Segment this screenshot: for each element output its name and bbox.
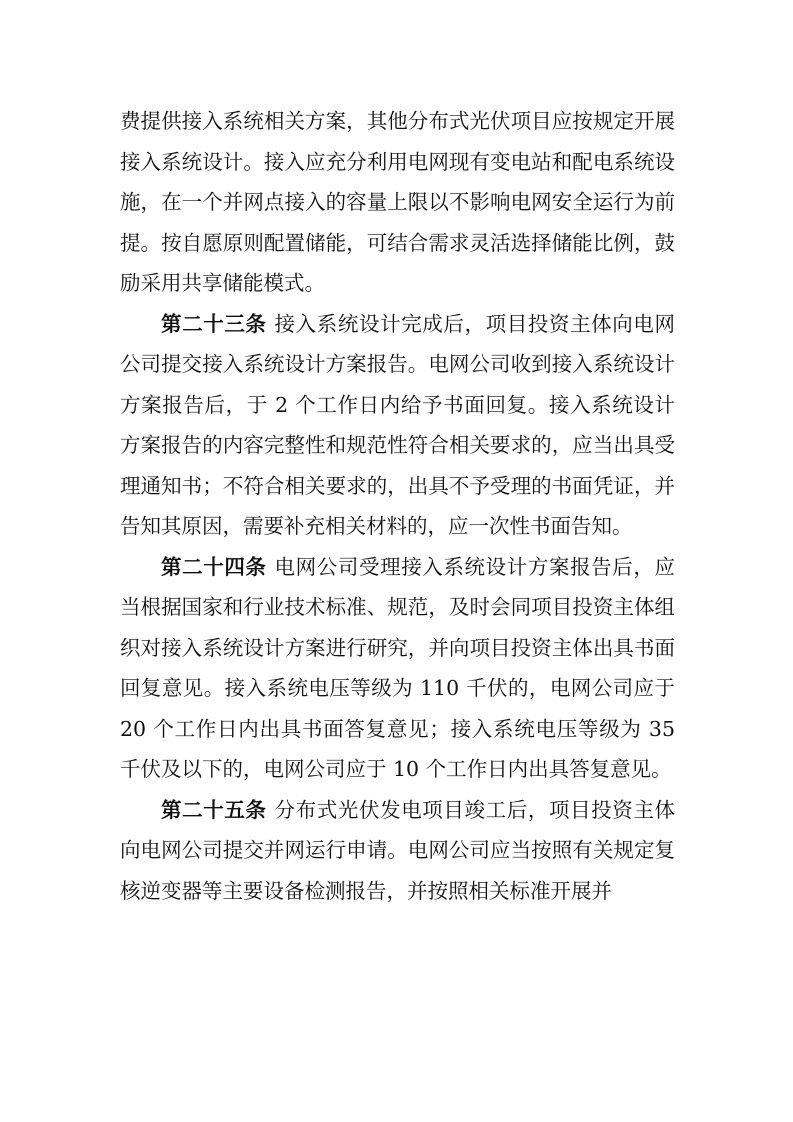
article-heading: 第二十三条 [161,311,267,336]
paragraph-text: 分布式光伏发电项目竣工后，项目投资主体向电网公司提交并网运行申请。电网公司应当按照有关规定复核逆变器等主要设备检测报告，并按照相关标准开展并 [120,797,676,903]
article-heading: 第二十四条 [161,554,267,579]
paragraph-article-23 [120,304,675,547]
article-heading: 第二十五条 [161,797,267,822]
paragraph-text: 费提供接入系统相关方案，其他分布式光伏项目应按规定开展接入系统设计。接入应充分利用电网现有变电站和配电系统设施，在一个并网点接入的容量上限以不影响电网安全运行为前提。按自愿原则配置储能，可结合需求灵活选择储能比例，鼓励采用共享储能模式。 [120,109,675,295]
paragraph-continuation [120,101,675,304]
paragraph-text: 电网公司受理接入系统设计方案报告后，应当根据国家和行业技术标准、规范，及时会同项目投资主体组织对接入系统设计方案进行研究，并向项目投资主体出具书面回复意见。接入系统电压等级为 110 千伏的，电网公司应于 20 个工作日内出具书面答复意见；接入系统电压等级为 35 千伏及以下的，电网公司应于 10 个工作日内出具答复意见。 [120,554,676,781]
paragraph-text: 接入系统设计完成后，项目投资主体向电网公司提交接入系统设计方案报告。电网公司收到接入系统设计方案报告后，于 2 个工作日内给予书面回复。接入系统设计方案报告的内容完整性和规范性符合相关要求的，应当出具受理通知书；不符合相关要求的，出具不予受理的书面凭证，并告知其原因，需要补充相关材料的，应一次性书面告知。 [120,311,676,538]
paragraph-article-25 [120,790,675,912]
document-page [120,101,675,911]
paragraph-article-24 [120,547,675,790]
